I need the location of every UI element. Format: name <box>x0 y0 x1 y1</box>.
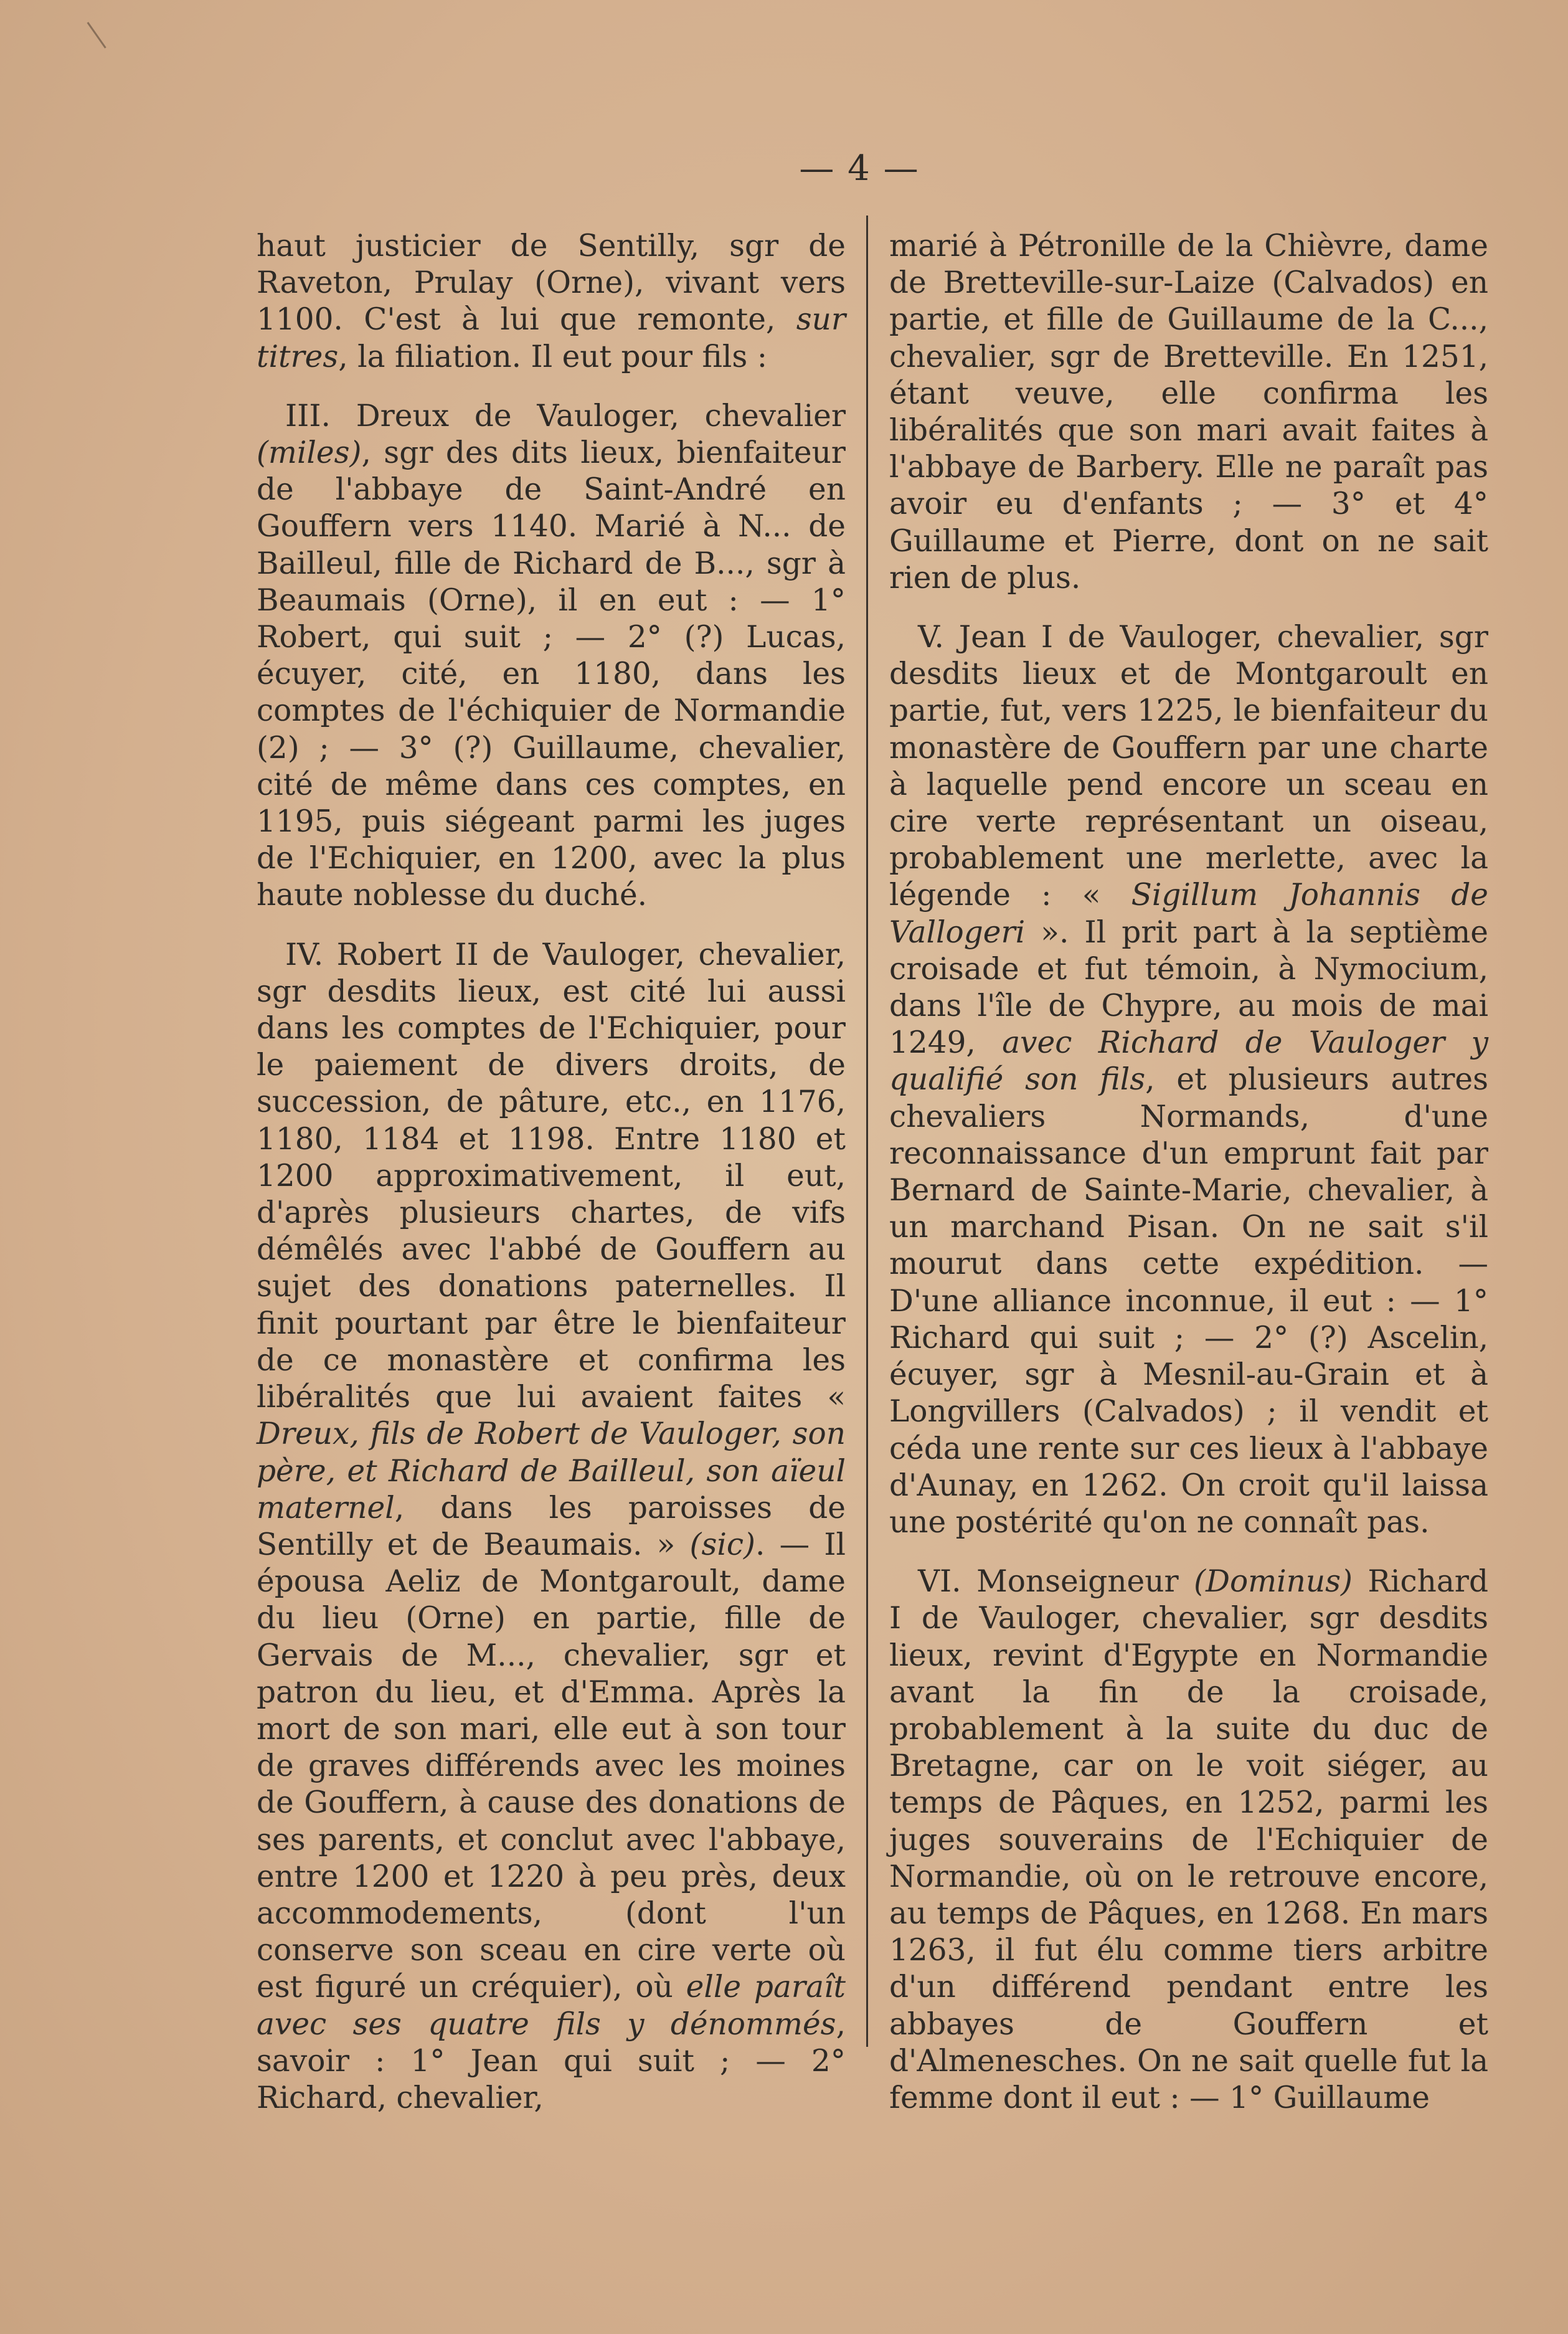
left-column <box>257 228 846 2117</box>
page-corner-mark <box>87 7 127 49</box>
paragraph-generation-v: V. Jean I de Vauloger, chevalier, sgr desdits lieux et de Montgaroult en partie, fut, vers 1225, le bienfaiteur du monastère de Gouffern par une charte à laquelle pend encore un sceau en cire verte représentant un oiseau, probablement une merlette, avec la légende : « Sigillum Johannis de Vallogeri ». Il prit part à la septième croisade et fut témoin, à Nymocium, dans l'île de Chypre, au mois de mai 1249, avec Richard de Vauloger y qualifié son fils, et plusieurs autres chevaliers Normands, d'une reconnaissance d'un emprunt fait par Bernard de Sainte-Marie, chevalier, à un marchand Pisan. On ne sait s'il mourut dans cette expédition. — D'une alliance inconnue, il eut : — 1° Richard qui suit ; — 2° (?) Ascelin, écuyer, sgr à Mesnil-au-Grain et à Longvillers (Calvados) ; il vendit et céda une rente sur ces lieux à l'abbaye d'Aunay, en 1262. On croit qu'il laissa une postérité qu'on ne connaît pas. <box>889 620 1489 1540</box>
paragraph-generation-iii: III. Dreux de Vauloger, chevalier (miles), sgr des dits lieux, bienfaiteur de l'abbaye de Saint-André en Gouffern vers 1140. Marié à N... de Bailleul, fille de Richard de B..., sgr à Beaumais (Orne), il en eut : — 1° Robert, qui suit ; — 2° (?) Lucas, écuyer, cité, en 1180, dans les comptes de l'échiquier de Normandie (2) ; — 3° (?) Guillaume, chevalier, cité de même dans ces comptes, en 1195, puis siégeant parmi les juges de l'Echiquier, en 1200, avec la plus haute noblesse du duché. <box>257 398 846 913</box>
paragraph-right-1: marié à Pétronille de la Chièvre, dame de Bretteville-sur-Laize (Calvados) en partie, et fille de Guillaume de la C..., chevalier, sgr de Bretteville. En 1251, étant veuve, elle confirma les libéralités que son mari avait faites à l'abbaye de Barbery. Elle ne paraît pas avoir eu d'enfants ; — 3° et 4° Guillaume et Pierre, dont on ne sait rien de plus. <box>889 229 1488 595</box>
right-column <box>889 228 1488 2117</box>
paragraph-left-1: haut justicier de Sentilly, sgr de Raveton, Prulay (Orne), vivant vers 1100. C'est à lui que remonte, sur titres, la filiation. Il eut pour fils : <box>257 229 846 374</box>
column-divider <box>866 216 868 2047</box>
paragraph-generation-iv: IV. Robert II de Vauloger, chevalier, sgr desdits lieux, est cité lui aussi dans les comptes de l'Echiquier, pour le paiement de divers droits, de succession, de pâture, etc., en 1176, 1180, 1184 et 1198. Entre 1180 et 1200 approximativement, il eut, d'après plusieurs chartes, de vifs démêlés avec l'abbé de Gouffern au sujet des donations paternelles. Il finit pourtant par être le bienfaiteur de ce monastère et confirma les libéralités que lui avaient faites « Dreux, fils de Robert de Vauloger, son père, et Richard de Bailleul, son aïeul maternel, dans les paroisses de Sentilly et de Beaumais. » (sic). — Il épousa Aeliz de Montgaroult, dame du lieu (Orne) en partie, fille de Gervais de M..., chevalier, sgr et patron du lieu, et d'Emma. Après la mort de son mari, elle eut à son tour de graves différends avec les moines de Gouffern, à cause des donations de ses parents, et conclut avec l'abbaye, entre 1200 et 1220 à peu près, deux accommodements, (dont l'un conserve son sceau en cire verte où est figuré un créquier), où elle paraît avec ses quatre fils y dénommés, savoir : 1° Jean qui suit ; — 2° Richard, chevalier, <box>257 937 846 2115</box>
page-number: — 4 — <box>799 148 920 189</box>
paragraph-generation-vi: VI. Monseigneur (Dominus) Richard I de Vauloger, chevalier, sgr desdits lieux, revint d'Egypte en Normandie avant la fin de la croisade, probablement à la suite du duc de Bretagne, car on le voit siéger, au temps de Pâques, en 1252, parmi les juges souverains de l'Echiquier de Normandie, où on le retrouve encore, au temps de Pâques, en 1268. En mars 1263, il fut élu comme tiers arbitre d'un différend pendant entre les abbayes de Gouffern et d'Almenesches. On ne sait quelle fut la femme dont il eut : — 1° Guillaume <box>889 1564 1488 2115</box>
